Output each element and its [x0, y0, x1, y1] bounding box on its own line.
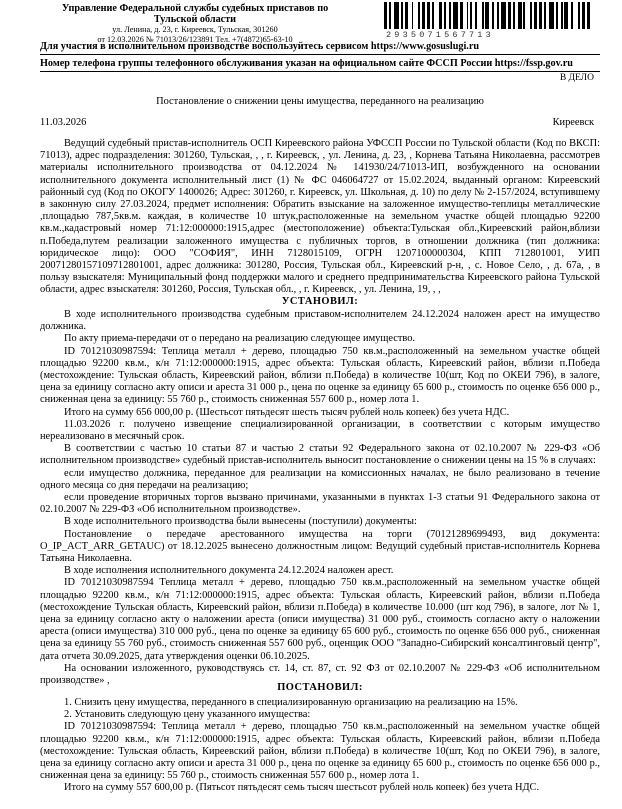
postanovil-paragraph: Итого на сумму 557 600,00 р. (Пятьсот пятьдесят семь тысяч шестьсот рублей ноль копеек) без учета НДС. — [64, 782, 540, 794]
ustanovil-heading: УСТАНОВИЛ: — [281, 296, 359, 307]
ustanovil-paragraph: В соответствии с частью 10 статьи 87 и частью 2 статьи 92 Федерального закона от 02.10.2007 № 229-ФЗ «Об исполнительном производстве» судебный пристав-исполнитель выносит постановление о снижении цены на 15 % в случаях: — [40, 443, 600, 467]
letterhead — [40, 3, 350, 44]
divider — [40, 71, 600, 72]
ustanovil-paragraph: если проведение вторичных торгов вызвано причинами, указанными в пунктах 1-3 статьи 91 Федерального закона от 02.10.2007 № 229-ФЗ «Об исполнительном производстве». — [40, 492, 600, 516]
ustanovil-paragraph: Постановление о передаче арестованного имущества на торги (70121289699493, вид документа: O_IP_ACT_ARR_GETAUC) от 18.12.2025 вынесено должностным лицом: Ведущий судебный пристав-исполнитель Корнева Татьяна Николаевна. — [40, 528, 600, 565]
gosuslugi-notice: Для участия в исполнительном производстве воспользуйтесь сервисом https://www.gosuslugi.ru — [40, 41, 480, 52]
ustanovil-paragraph: 11.03.2026 г. получено извещение специализированной организации, в соответствии с которым имущество нереализовано в месячный срок. — [40, 418, 600, 443]
document-date: 11.03.2026 — [40, 117, 87, 128]
document-city: Киреевск — [552, 117, 594, 128]
postanovil-paragraph: 2. Установить следующую цену указанного имущества: — [64, 709, 311, 721]
v-delo-mark: В ДЕЛО — [559, 73, 594, 83]
ustanovil-paragraph: ID 70121030987594 Теплица металл + дерево, площадью 750 кв.м.,расположенный на земельном участке общей площадью 92200 кв.м., к/н 71:12:000000:1915, адрес объекта: Тульская область, Киреевский район, вблизи п.Победа (местохождение Тульская область, Киреевский район, вблизи п.Победа) в количестве 10.000 (шт код 796), в залоге, лот № 1, цена за единицу согласно акту о наложении ареста (описи имущества) 31 000 руб., стоимость согласно акту о наложении ареста (описи имущества) 310 000 руб., цена по оценке за единицу 65 600 руб., стоимость по оценке 656 000 руб., сниженная цена за единицу 55 760 руб., стоимость сниженная 557 600 руб., оценщик ООО "Западно-Сибирский консалтинговый центр", дата отчета 30.09.2025, дата утверждения оценки 06.10.2025. — [40, 577, 600, 662]
org-name: Управление Федеральной службы судебных приставов по Тульской области — [61, 3, 329, 25]
ustanovil-paragraph: Итого на сумму 656 000,00 р. (Шестьсот пятьдесят шесть тысяч рублей ноль копеек) без учета НДС. — [64, 406, 510, 418]
barcode-bar — [590, 2, 592, 29]
ustanovil-paragraph: В ходе исполнительного производства судебным приставом-исполнителем 24.12.2024 наложен арест на имущество должника. — [40, 309, 600, 333]
ustanovil-paragraph: ID 70121030987594: Теплица металл + дерево, площадью 750 кв.м.,расположенный на земельном участке общей площадью 92200 кв.м., к/н 71:12:000000:1915, адрес объекта: Тульская область, Киреевский район, вблизи п.Победа (местохождение: Тульская область, Киреевский район, вблизи п.Победа) в количестве 10(шт, Код по ОКЕИ 796), в залоге, цена за единицу согласно акту описи и ареста 31 000 р., цена по оценке за единицу 65 600 р., стоимость по оценке 656 000 р., сниженная цена за единицу: 55 760 р., стоимость сниженная 557 600 р., номер лота 1. — [40, 345, 600, 406]
ustanovil-paragraph: В ходе исполнения исполнительного документа 24.12.2024 наложен арест. — [64, 565, 394, 577]
ustanovil-paragraph: На основании изложенного, руководствуясь ст. 14, ст. 87, ст. 92 ФЗ от 02.10.2007 № 229-ФЗ «Об исполнительном производстве» , — [40, 662, 600, 687]
postanovil-paragraph: 1. Снизить цену имущества, переданного в специализированную организацию на реализацию на 15%. — [64, 697, 518, 708]
postanovil-section — [40, 697, 600, 795]
ustanovil-paragraph: если имущество должника, переданное для реализации на комиссионных началах, не было реализовано в течение одного месяца со дня передачи на реализацию; — [40, 467, 600, 491]
postanovil-heading: ПОСТАНОВИЛ: — [277, 682, 363, 693]
barcode-number: 2935071567713 — [386, 30, 494, 40]
phone-notice: Номер телефона группы телефонного обслуживания указан на официальном сайте ФССП России https://fssp.gov.ru — [40, 58, 573, 69]
intro-paragraph: Ведущий судебный пристав-исполнитель ОСП Киреевского района УФССП России по Тульской области (Код по ВКСП: 71013), адрес подразделения: 301260, Тульская, , , г. Киреевск, , ул. Ленина, д. 23, , Корнева Татьяна Николаевна, рассмотрев материалы исполнительного производства от 04.12.2024 № 141930/24/71013-ИП, возбужденного на основании исполнительного документа исполнительный лист (1) № ФС 046064727 от 15.02.2024, выданный органом: Киреевский районный суд (Код по ОКОГУ 1400026; Адрес: 301260, г. Киреевск, ул. Школьная, д. 10) по делу № 2-157/2024, вступившему в законную силу 27.03.2024, предмет исполнения: Обратить взыскание на заложенное имущество-теплицы металлические ,площадью 787,5кв.м. каждая, в количестве 10 штук,расположенные на земельном участке общей площадью 92200 кв.м.,кадастровый номер 71:12:000000:1915,адрес (местоположение) объекта:Тульская обл.,Киреевский район,вблизи п.Победа,путем реализации заложенного имущества с публичных торгов, в отношении должника (тип должника: юридическое лицо): ООО "СОФИЯ", ИНН 7128015109, ОГРН 1207100000304, КПП 712801001, УИП 20071280157109712801001, адрес должника: 301280, Россия, Тульская обл., Киреевский р-н, , с. Новое Село, , д. 67а, , в пользу взыскателя: Муниципальный фонд поддержки малого и среднего предпринимательства Киреевского района Тульской области, адрес взыскателя: 301260, Россия, Тульская обл., , г. Киреевск, , ул. Ленина, 19, , , — [40, 138, 600, 296]
org-contacts: от 12.03.2026 № 71013/26/123891 Тел. +7(4872)65-63-10 — [97, 34, 293, 44]
ustanovil-paragraph: По акту приема-передачи от о передано на реализацию следующее имущество. — [64, 333, 415, 345]
barcode — [384, 2, 592, 29]
ustanovil-section — [40, 309, 600, 687]
postanovil-paragraph: ID 70121030987594: Теплица металл + дерево, площадью 750 кв.м.,расположенный на земельном участке общей площадью 92200 кв.м., к/н 71:12:000000:1915, адрес объекта: Тульская область, Киреевский район, вблизи п.Победа (местохождение: Тульская область, Киреевский район, вблизи п.Победа) в количестве 10(шт, Код по ОКЕИ 796), в залоге, цена за единицу согласно акту описи и ареста 31 000 р., цена по оценке за единицу 65 600 р., стоимость по оценке 656 000 р., сниженная цена за единицу: 55 760 р., стоимость сниженная 557 600 р., номер лота 1. — [40, 721, 600, 782]
divider — [40, 54, 600, 55]
ustanovil-paragraph: В ходе исполнительного производства были вынесены (поступили) документы: — [64, 516, 417, 528]
document-title: Постановление о снижении цены имущества, переданного на реализацию — [156, 96, 484, 107]
org-address: ул. Ленина, д. 23, г. Киреевск, Тульская, 301260 — [112, 25, 278, 34]
